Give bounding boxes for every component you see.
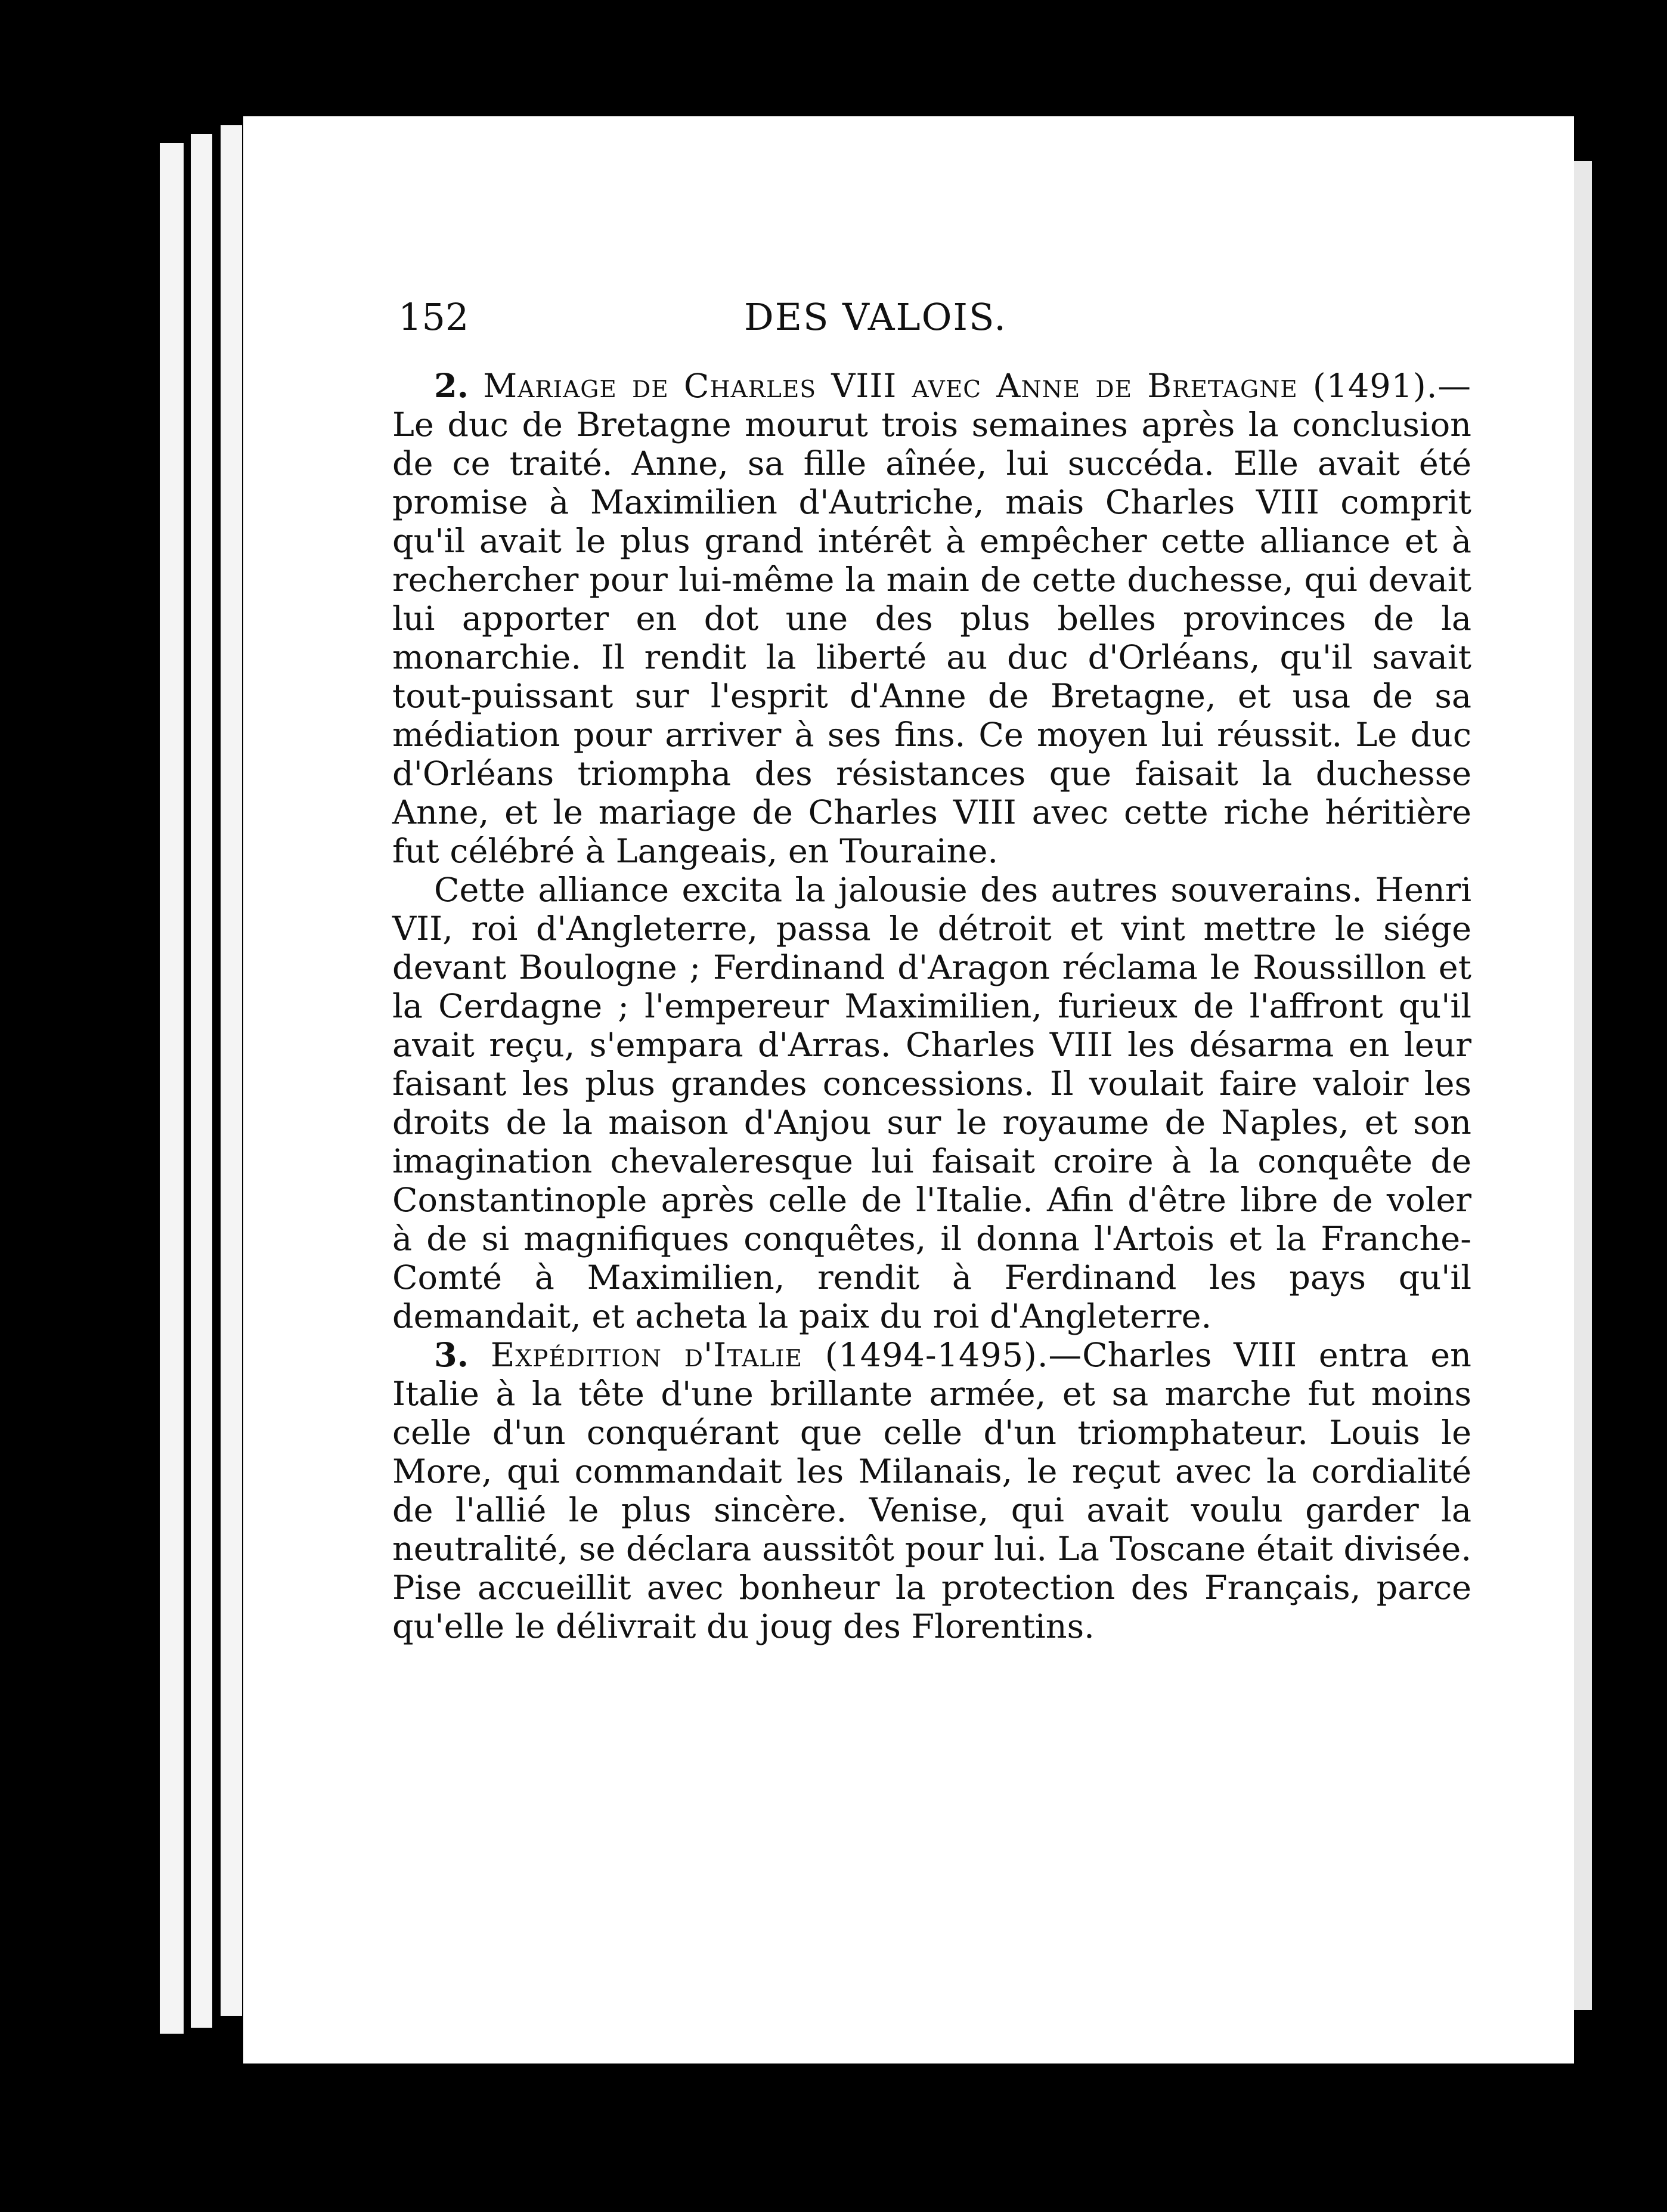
section-heading: Mariage de Charles VIII avec Anne de Bretagne (1491).— bbox=[483, 367, 1472, 406]
body-text bbox=[392, 367, 1471, 1646]
running-title: DES VALOIS. bbox=[744, 295, 1007, 339]
page-stack-edge bbox=[160, 143, 184, 2034]
page-stack-edge bbox=[191, 134, 212, 2028]
page-header bbox=[398, 295, 1448, 349]
page-number: 152 bbox=[398, 295, 469, 339]
section-text: Charles VIII entra en Italie à la tête d'une brillante armée, et sa marche fut moins celle d'un conquérant que celle d'un triomphateur. Louis le More, qui commandait les Milanais, le reçut avec la cordialité de l'allié le plus sincère. Venise, qui avait voulu garder la neutralité, se déclara aussitôt pour lui. La Toscane était divisée. Pise accueillit avec bonheur la protection des Français, parce qu'elle le délivrait du joug des Florentins. bbox=[392, 1336, 1471, 1646]
section-number: 2. bbox=[434, 367, 469, 406]
section-heading: Expédition d'Italie (1494-1495).— bbox=[490, 1336, 1083, 1375]
section-text: Le duc de Bretagne mourut trois semaines après la conclusion de ce traité. Anne, sa fille aînée, lui succéda. Elle avait été promise à Maximilien d'Autriche, mais Charles VIII comprit qu'il avait le plus grand intérêt à empêcher cette alliance et à rechercher pour lui-même la main de cette duchesse, qui devait lui apporter en dot une des plus belles provinces de la monarchie. Il rendit la liberté au duc d'Orléans, qu'il savait tout-puissant sur l'esprit d'Anne de Bretagne, et usa de sa médiation pour arriver à ses fins. Ce moyen lui réussit. Le duc d'Orléans triompha des résistances que faisait la duchesse Anne, et le mariage de Charles VIII avec cette riche héritière fut célébré à Langeais, en Touraine. bbox=[392, 406, 1471, 871]
section-paragraph bbox=[392, 1336, 1471, 1646]
book-page bbox=[243, 116, 1574, 2063]
paragraph-text: Cette alliance excita la jalousie des autres souverains. Henri VII, roi d'Angleterre, passa le détroit et vint mettre le siége devant Boulogne ; Ferdinand d'Aragon réclama le Roussillon et la Cerdagne ; l'empereur Maximilien, furieux de l'affront qu'il avait reçu, s'empara d'Arras. Charles VIII les désarma en leur faisant les plus grandes concessions. Il voulait faire valoir les droits de la maison d'Anjou sur le royaume de Naples, et son imagination chevaleresque lui faisait croire à la conquête de Constantinople après celle de l'Italie. Afin d'être libre de voler à de si magnifiques conquêtes, il donna l'Artois et la Franche-Comté à Maximilien, rendit à Ferdinand les pays qu'il demandait, et acheta la paix du roi d'Angleterre. bbox=[392, 871, 1471, 1336]
paragraph bbox=[392, 871, 1471, 1336]
page-stack-edge bbox=[221, 125, 242, 2016]
section-number: 3. bbox=[434, 1336, 469, 1375]
page-right-edge bbox=[1574, 161, 1592, 2010]
section-paragraph bbox=[392, 367, 1471, 871]
